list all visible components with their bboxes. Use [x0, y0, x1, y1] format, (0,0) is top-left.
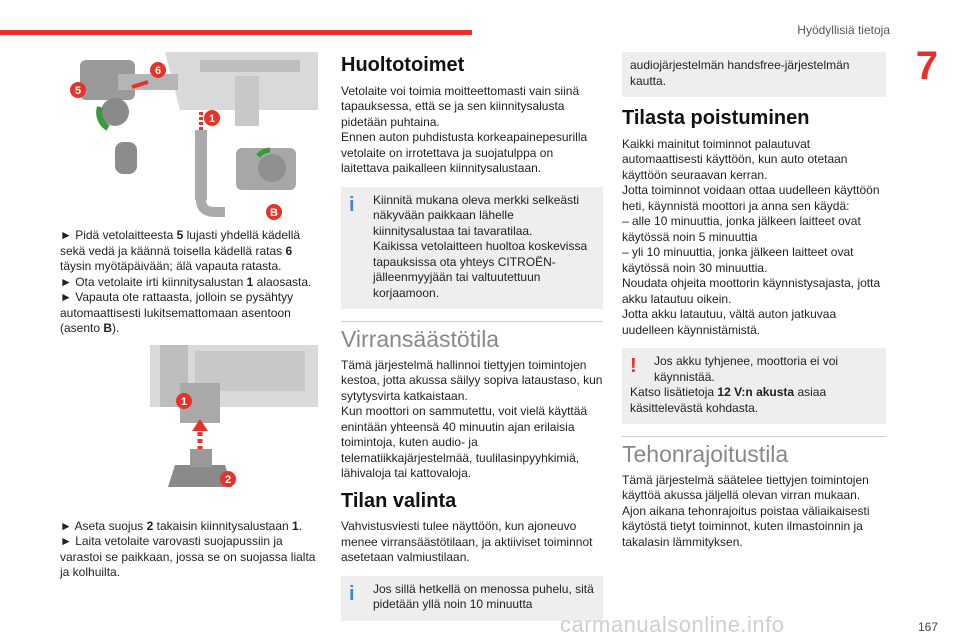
tow-hook-removal-figure: [60, 52, 318, 222]
callout-1: 1: [208, 113, 216, 125]
exit-mode-text: Kaikki mainitut toiminnot palautuvat automaattisesti käyttöön, kun auto otetaan käyttöön seuraavan kerran. Jotta toiminnot voidaan ottaa uudelleen käyttöön heti, käynnistä moottori ja anna sen käydä: – alle 10 minuuttia, jonka jälkeen laitteet ovat käytössä noin 5 minuuttia – yli 10 minuuttia, jonka jälkeen laitteet ovat käytössä noin 30 minuuttia. Noudata ohjeita moottorin käynnistysajasta, jotta akku latautuu oikein. Jotta akku latautuu, vältä auton jatkuvaa uudelleen käynnistämistä.: [622, 136, 881, 337]
heading-energy-saving: Virransäästötila: [341, 326, 500, 352]
watermark: carmanualsonline.info: [560, 612, 785, 637]
tow-hook-illustration: [60, 52, 318, 222]
cover-refit-figure: [60, 345, 318, 515]
section-title: Hyödyllisiä tietoja: [797, 23, 890, 37]
energy-saving-text: Tämä järjestelmä hallinnoi tiettyjen toimintojen kestoa, jotta akussa säilyy sopiva lataustaso, kun sytytysvirta katkaistaan. Kun moottori on sammutettu, voit vielä käyttää enintään yhteensä 40 minuutin ajan erilaisia toimintoja, kuten audio- ja telematiikkajärjestelmää, tuulilasinpyyhkimiä, lähivaloja tai kattovaloja.: [341, 357, 603, 480]
info-box-label: i Kiinnitä mukana oleva merkki selkeästi näkyvään paikkaan lähelle kiinnitysalustaa tai tavaratilaa. Kaikissa vetolaitteen huoltoa koskevissa tapauksissa ota yhteys CITROËN-jälleenmyyjään tai valtuutettuun korjaamoon.: [341, 187, 603, 310]
section-divider: [622, 436, 886, 437]
instruction-hold-tow-hook: ► Pidä vetolaitteesta 5 lujasti yhdellä kädellä sekä vedä ja käännä toisella kädellä ratas 6 täysin myötäpäivään; älä vapauta ratasta.: [60, 228, 301, 273]
info-box-call: i Jos sillä hetkellä on menossa puhelu, sitä pidetään yllä noin 10 minuutta: [341, 576, 603, 621]
maintenance-text: Vetolaite voi toimia moitteettomasti vain siinä tapauksessa, että se ja sen kiinnitysalusta pidetään puhtaina. Ennen auton puhdistusta korkeapainepesurilla vetolaite on irrotettava ja suojatulppa on laitettava paikalleen kiinnitysalustaan.: [341, 83, 588, 175]
header-accent-bar: [0, 30, 472, 35]
heading-maintenance: Huoltotoimet: [341, 54, 465, 76]
info-icon: i: [349, 582, 355, 605]
heading-power-limit: Tehonrajoitustila: [622, 441, 789, 467]
warning-box-battery: ! Jos akku tyhjenee, moottoria ei voi käynnistää. Katso lisätietoja 12 V:n akusta asiaa käsittelevästä kohdasta.: [622, 348, 886, 424]
section-divider: [341, 321, 603, 322]
power-limit-text: Tämä järjestelmä säätelee tiettyjen toimintojen käyttöä akussa jäljellä olevan virran mukaan. Ajon aikana tehonrajoitus poistaa väliaikaisesti käytöstä tietyt toiminnot, kuten ilmastoinnin ja takalasin lämmityksen.: [622, 472, 870, 549]
callout-1b: 1: [180, 395, 188, 408]
info-icon: i: [349, 193, 355, 216]
callout-6: 6: [154, 65, 162, 77]
instruction-remove-tow-hook: ► Ota vetolaite irti kiinnitysalustan 1 alaosasta.: [60, 274, 312, 289]
column-right: [622, 52, 886, 550]
instruction-refit-cover: ► Aseta suojus 2 takaisin kiinnitysalustaan 1.: [60, 518, 303, 533]
instruction-store-tow-hook: ► Laita vetolaite varovasti suojapussiin ja varastoi se paikkaan, jossa se on suojassa lialta ja kolhuilta.: [60, 534, 316, 579]
info-box-call-continued: audiojärjestelmän handsfree-järjestelmän kautta.: [622, 52, 886, 97]
cover-illustration: [60, 345, 318, 515]
page-number: 167: [917, 620, 938, 634]
heading-mode-selection: Tilan valinta: [341, 489, 457, 512]
column-middle: [341, 52, 603, 621]
callout-5: 5: [74, 85, 82, 97]
callout-B: B: [270, 207, 278, 219]
instruction-release-wheel: ► Vapauta ote rattaasta, jolloin se pysähtyy automaattisesti lukitsemattomaan asentoon (asento B).: [60, 290, 294, 335]
column-left: [60, 52, 318, 581]
callout-2: 2: [224, 473, 232, 486]
chapter-number: 7: [915, 44, 938, 88]
mode-selection-text: Vahvistusviesti tulee näyttöön, kun ajoneuvo menee virransäästötilaan, ja aktiiviset toiminnot asetetaan valmiustilaan.: [341, 519, 593, 564]
heading-exit-mode: Tilasta poistuminen: [622, 107, 810, 129]
warning-icon: !: [630, 355, 637, 377]
